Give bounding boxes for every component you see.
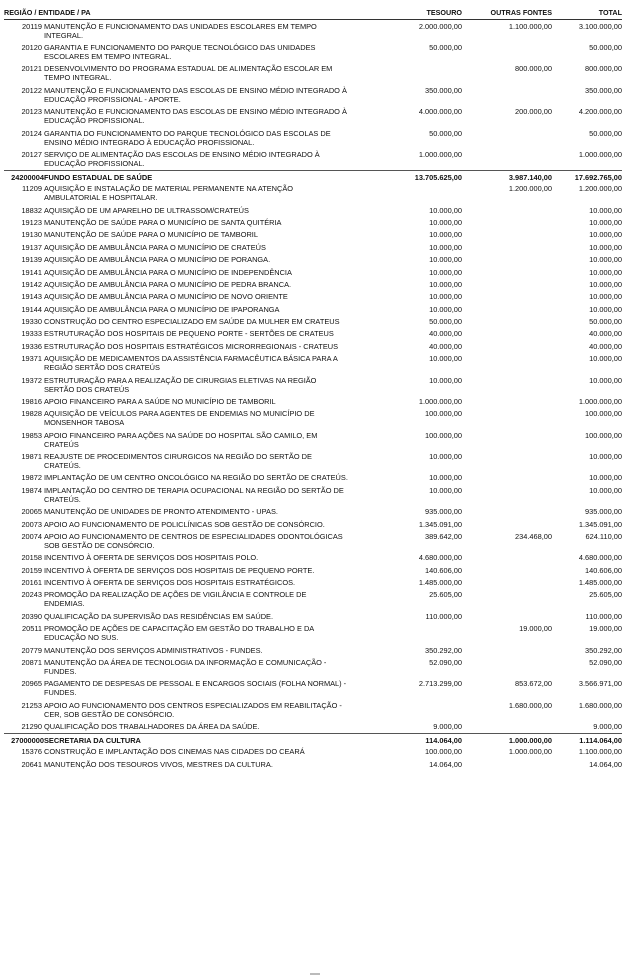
row-description: MANUTENÇÃO E FUNCIONAMENTO DAS ESCOLAS DE ENSINO MÉDIO INTEGRADO À EDUCAÇÃO PROFISSIONAL - APORTE.: [44, 85, 347, 104]
table-row: [4, 656, 622, 677]
table-row: [4, 229, 622, 241]
row-code: 24200004: [4, 170, 44, 183]
row-tesouro-value: 2.000.000,00: [418, 21, 462, 31]
row-outras-fontes-value: [462, 564, 552, 576]
row-code: 20779: [21, 645, 42, 655]
table-row: [4, 610, 622, 622]
column-header-region: REGIÃO / ENTIDADE / PA: [4, 8, 352, 20]
row-description: IMPLANTAÇÃO DO CENTRO DE TERAPIA OCUPACIONAL NA REGIÃO DO SERTÃO DE CRATEÚS.: [44, 485, 344, 504]
row-outras-fontes-value: [462, 644, 552, 656]
row-description: MANUTENÇÃO E FUNCIONAMENTO DAS ESCOLAS DE ENSINO MÉDIO INTEGRADO À EDUCAÇÃO PROFISSIONAL.: [44, 107, 347, 126]
table-header-row: [4, 8, 622, 20]
row-total-value: 350.292,00: [585, 645, 622, 655]
row-outras-fontes-value: [462, 429, 552, 450]
row-tesouro-value: 10.000,00: [429, 292, 462, 302]
row-description: APOIO FINANCEIRO PARA AÇÕES NA SAÚDE DO HOSPITAL SÃO CAMILO, EM CRATEÚS: [44, 430, 318, 449]
row-code: 21253: [21, 700, 42, 710]
row-outras-fontes-value: [462, 576, 552, 588]
row-total-value: 800.000,00: [585, 64, 622, 74]
row-total-value: 25.605,00: [589, 590, 622, 600]
row-tesouro-value: 1.345.091,00: [418, 519, 462, 529]
row-description: ESTRUTURAÇÃO DOS HOSPITAIS DE PEQUENO PORTE - SERTÕES DE CRATEUS: [44, 329, 334, 339]
row-tesouro-value: 114.064,00: [352, 733, 462, 746]
table-row: [4, 127, 622, 148]
row-outras-fontes-value: [462, 315, 552, 327]
table-row: [4, 623, 622, 644]
row-code: 19371: [21, 354, 42, 364]
row-outras-fontes-value: [462, 395, 552, 407]
row-tesouro-value: 1.000.000,00: [418, 396, 462, 406]
row-total-value: 1.114.064,00: [552, 733, 622, 746]
row-total-value: 10.000,00: [589, 279, 622, 289]
row-outras-fontes-value: 200.000,00: [515, 107, 552, 117]
row-total-value: 9.000,00: [593, 722, 622, 732]
row-tesouro-value: 110.000,00: [425, 611, 462, 621]
row-description: AQUISIÇÃO DE VEÍCULOS PARA AGENTES DE ENDEMIAS NO MUNICÍPIO DE MONSENHOR TABOSA: [44, 409, 315, 428]
row-outras-fontes-value: 1.000.000,00: [462, 733, 552, 746]
row-code: 21290: [21, 722, 42, 732]
row-outras-fontes-value: [462, 291, 552, 303]
row-description: MANUTENÇÃO DOS SERVIÇOS ADMINISTRATIVOS - FUNDES.: [44, 645, 263, 655]
table-row: [4, 303, 622, 315]
row-tesouro-value: 1.000.000,00: [418, 149, 462, 159]
row-code: 11209: [21, 184, 42, 194]
column-header-outras-fontes: OUTRAS FONTES: [462, 8, 552, 20]
table-row: [4, 278, 622, 290]
row-tesouro-value: 935.000,00: [425, 507, 462, 517]
row-total-value: 10.000,00: [589, 354, 622, 364]
table-row: [4, 340, 622, 352]
row-code: 19872: [21, 473, 42, 483]
row-total-value: 10.000,00: [589, 255, 622, 265]
row-description: SECRETARIA DA CULTURA: [44, 733, 352, 746]
table-row: [4, 720, 622, 733]
row-outras-fontes-value: [462, 610, 552, 622]
row-tesouro-value: 10.000,00: [429, 242, 462, 252]
column-header-total: TOTAL: [552, 8, 622, 20]
row-outras-fontes-value: [462, 340, 552, 352]
row-tesouro-value: 100.000,00: [425, 747, 462, 757]
table-row: [4, 84, 622, 105]
table-row: [4, 576, 622, 588]
table-row: [4, 266, 622, 278]
row-tesouro-value: 10.000,00: [429, 218, 462, 228]
table-row: [4, 148, 622, 170]
row-total-value: 19.000,00: [589, 624, 622, 634]
row-total-value: 10.000,00: [589, 230, 622, 240]
table-row: [4, 291, 622, 303]
row-total-value: 1.100.000,00: [578, 747, 622, 757]
row-code: 19330: [21, 317, 42, 327]
row-code: 19874: [21, 485, 42, 495]
row-description: AQUISIÇÃO DE AMBULÂNCIA PARA O MUNICÍPIO DE PORANGA.: [44, 255, 271, 265]
row-description: MANUTENÇÃO DE SAÚDE PARA O MUNICÍPIO DE TAMBORIL: [44, 230, 258, 240]
row-total-value: 100.000,00: [585, 430, 622, 440]
table-row: [4, 254, 622, 266]
row-tesouro-value: 1.485.000,00: [418, 578, 462, 588]
row-description: APOIO AO FUNCIONAMENTO DOS CENTROS ESPECIALIZADOS EM REABILITAÇÃO - CER, SOB GESTÃO DE CONSÓRCIO.: [44, 700, 342, 719]
row-tesouro-value: 4.000.000,00: [418, 107, 462, 117]
row-description: AQUISIÇÃO DE MEDICAMENTOS DA ASSISTÊNCIA FARMACÊUTICA BÁSICA PARA A REGIÃO SERTÃO DOS CRATEÚS: [44, 354, 338, 373]
row-total-value: 4.200.000,00: [578, 107, 622, 117]
table-row: [4, 530, 622, 551]
table-row: [4, 315, 622, 327]
row-outras-fontes-value: [462, 758, 552, 770]
row-outras-fontes-value: [462, 266, 552, 278]
table-row: [4, 644, 622, 656]
row-tesouro-value: 40.000,00: [429, 329, 462, 339]
row-code: 19336: [21, 341, 42, 351]
row-outras-fontes-value: [462, 241, 552, 253]
row-outras-fontes-value: [462, 254, 552, 266]
row-total-value: 624.110,00: [585, 531, 622, 541]
row-code: 20158: [21, 553, 42, 563]
row-description: GARANTIA E FUNCIONAMENTO DO PARQUE TECNOLÓGICO DAS UNIDADES ESCOLARES EM TEMPO INTEGRAL.: [44, 43, 316, 62]
table-row: [4, 106, 622, 127]
table-row: [4, 552, 622, 564]
table-row: [4, 589, 622, 610]
row-code: 20074: [21, 531, 42, 541]
row-outras-fontes-value: [462, 229, 552, 241]
row-outras-fontes-value: 3.987.140,00: [462, 170, 552, 183]
row-description: AQUISIÇÃO DE AMBULÂNCIA PARA O MUNICÍPIO DE NOVO ORIENTE: [44, 292, 288, 302]
row-tesouro-value: 50.000,00: [429, 43, 462, 53]
row-total-value: 10.000,00: [589, 304, 622, 314]
row-code: 19123: [21, 218, 42, 228]
row-total-value: 140.606,00: [585, 565, 622, 575]
row-total-value: 110.000,00: [585, 611, 622, 621]
row-total-value: 10.000,00: [589, 292, 622, 302]
table-row: [4, 20, 622, 42]
table-body: [4, 20, 622, 771]
row-total-value: 10.000,00: [589, 242, 622, 252]
table-row: [4, 564, 622, 576]
row-code: 19853: [21, 430, 42, 440]
row-tesouro-value: 10.000,00: [429, 255, 462, 265]
row-code: 19333: [21, 329, 42, 339]
entity-row: [4, 733, 622, 746]
row-code: 19828: [21, 409, 42, 419]
budget-table: [4, 8, 622, 771]
row-outras-fontes-value: [462, 656, 552, 677]
row-description: SERVIÇO DE ALIMENTAÇÃO DAS ESCOLAS DE ENSINO MÉDIO INTEGRADO À EDUCAÇÃO PROFISSIONAL.: [44, 149, 320, 168]
row-tesouro-value: 350.292,00: [425, 645, 462, 655]
table-row: [4, 374, 622, 395]
row-total-value: 10.000,00: [589, 205, 622, 215]
table-row: [4, 518, 622, 530]
row-code: 20073: [21, 519, 42, 529]
row-outras-fontes-value: 1.100.000,00: [508, 21, 552, 31]
row-description: AQUISIÇÃO DE UM APARELHO DE ULTRASSOM/CRATEÚS: [44, 205, 249, 215]
row-outras-fontes-value: [462, 328, 552, 340]
row-tesouro-value: 14.064,00: [429, 759, 462, 769]
row-description: QUALIFICAÇÃO DA SUPERVISÃO DAS RESIDÊNCIAS EM SAÚDE.: [44, 611, 274, 621]
row-description: MANUTENÇÃO DE SAÚDE PARA O MUNICÍPIO DE SANTA QUITÉRIA: [44, 218, 282, 228]
row-outras-fontes-value: [462, 204, 552, 216]
row-code: 19142: [21, 279, 42, 289]
table-row: [4, 758, 622, 770]
row-tesouro-value: 10.000,00: [429, 304, 462, 314]
row-description: MANUTENÇÃO DOS TESOUROS VIVOS, MESTRES DA CULTURA.: [44, 759, 273, 769]
table-row: [4, 408, 622, 429]
row-tesouro-value: [352, 63, 462, 84]
row-outras-fontes-value: [462, 720, 552, 733]
table-row: [4, 183, 622, 204]
row-outras-fontes-value: 1.000.000,00: [508, 747, 552, 757]
row-total-value: 1.000.000,00: [578, 149, 622, 159]
row-code: 20965: [21, 679, 42, 689]
row-tesouro-value: 40.000,00: [429, 341, 462, 351]
row-description: INCENTIVO À OFERTA DE SERVIÇOS DOS HOSPITAIS DE PEQUENO PORTE.: [44, 565, 315, 575]
row-code: 20065: [21, 507, 42, 517]
row-code: 20641: [21, 759, 42, 769]
row-description: INCENTIVO À OFERTA DE SERVIÇOS DOS HOSPITAIS ESTRATÉGICOS.: [44, 578, 296, 588]
table-row: [4, 395, 622, 407]
row-tesouro-value: [352, 699, 462, 720]
row-code: 15376: [21, 747, 42, 757]
row-total-value: 40.000,00: [589, 329, 622, 339]
row-code: 20159: [21, 565, 42, 575]
row-tesouro-value: 10.000,00: [429, 354, 462, 364]
row-description: AQUISIÇÃO DE AMBULÂNCIA PARA O MUNICÍPIO DE INDEPENDÊNCIA: [44, 267, 292, 277]
row-code: 20390: [21, 611, 42, 621]
row-total-value: 350.000,00: [585, 85, 622, 95]
row-tesouro-value: 10.000,00: [429, 452, 462, 462]
row-tesouro-value: 10.000,00: [429, 230, 462, 240]
row-code: 19141: [21, 267, 42, 277]
row-description: CONSTRUÇÃO DO CENTRO ESPECIALIZADO EM SAÚDE DA MULHER EM CRATEUS: [44, 317, 340, 327]
table-row: [4, 429, 622, 450]
row-outras-fontes-value: [462, 408, 552, 429]
row-tesouro-value: 10.000,00: [429, 279, 462, 289]
row-description: MANUTENÇÃO DA ÁREA DE TECNOLOGIA DA INFORMAÇÃO E COMUNICAÇÃO - FUNDES.: [44, 657, 327, 676]
row-tesouro-value: 389.642,00: [425, 531, 462, 541]
row-code: 18832: [21, 205, 42, 215]
row-outras-fontes-value: [462, 552, 552, 564]
row-tesouro-value: 100.000,00: [425, 430, 462, 440]
row-code: 20119: [21, 21, 42, 31]
row-total-value: 52.090,00: [589, 657, 622, 667]
row-description: MANUTENÇÃO DE UNIDADES DE PRONTO ATENDIMENTO - UPAS.: [44, 507, 278, 517]
row-tesouro-value: 140.606,00: [425, 565, 462, 575]
row-outras-fontes-value: 800.000,00: [515, 64, 552, 74]
table-row: [4, 328, 622, 340]
row-code: 20122: [21, 85, 42, 95]
row-total-value: 935.000,00: [585, 507, 622, 517]
row-total-value: 1.680.000,00: [578, 700, 622, 710]
row-outras-fontes-value: [462, 278, 552, 290]
row-code: 19144: [21, 304, 42, 314]
row-total-value: 10.000,00: [589, 267, 622, 277]
row-code: 27000000: [4, 733, 44, 746]
row-outras-fontes-value: 853.672,00: [515, 679, 552, 689]
row-outras-fontes-value: [462, 472, 552, 484]
row-tesouro-value: 50.000,00: [429, 317, 462, 327]
row-total-value: 1.000.000,00: [578, 396, 622, 406]
table-row: [4, 506, 622, 518]
row-description: AQUISIÇÃO DE AMBULÂNCIA PARA O MUNICÍPIO DE PEDRA BRANCA.: [44, 279, 292, 289]
row-total-value: 4.680.000,00: [578, 553, 622, 563]
row-code: 20120: [21, 43, 42, 53]
table-row: [4, 472, 622, 484]
row-tesouro-value: 13.705.625,00: [352, 170, 462, 183]
row-outras-fontes-value: [462, 353, 552, 374]
table-row: [4, 746, 622, 758]
row-outras-fontes-value: [462, 518, 552, 530]
row-tesouro-value: 350.000,00: [425, 85, 462, 95]
row-description: APOIO FINANCEIRO PARA A SAÚDE NO MUNICÍPIO DE TAMBORIL: [44, 396, 276, 406]
row-outras-fontes-value: 19.000,00: [519, 624, 552, 634]
row-description: QUALIFICAÇÃO DOS TRABALHADORES DA ÁREA DA SAÚDE.: [44, 722, 260, 732]
row-total-value: 1.485.000,00: [578, 578, 622, 588]
row-outras-fontes-value: [462, 127, 552, 148]
row-description: AQUISIÇÃO DE AMBULÂNCIA PARA O MUNICÍPIO DE CRATEÚS: [44, 242, 266, 252]
column-header-tesouro: TESOURO: [352, 8, 462, 20]
row-total-value: 10.000,00: [589, 218, 622, 228]
row-outras-fontes-value: [462, 303, 552, 315]
row-tesouro-value: 52.090,00: [429, 657, 462, 667]
row-outras-fontes-value: [462, 506, 552, 518]
row-description: CONSTRUÇÃO E IMPLANTAÇÃO DOS CINEMAS NAS CIDADES DO CEARÁ: [44, 747, 305, 757]
entity-row: [4, 170, 622, 183]
row-outras-fontes-value: 1.200.000,00: [508, 184, 552, 194]
row-outras-fontes-value: [462, 374, 552, 395]
row-code: 20243: [21, 590, 42, 600]
row-description: ESTRUTURAÇÃO DOS HOSPITAIS ESTRATÉGICOS MICRORREGIONAIS - CRATEUS: [44, 341, 339, 351]
row-description: INCENTIVO À OFERTA DE SERVIÇOS DOS HOSPITAIS POLO.: [44, 553, 259, 563]
row-description: AQUISIÇÃO E INSTALAÇÃO DE MATERIAL PERMANENTE NA ATENÇÃO AMBULATORIAL E HOSPITALAR.: [44, 184, 294, 203]
row-total-value: 10.000,00: [589, 375, 622, 385]
row-total-value: 14.064,00: [589, 759, 622, 769]
row-outras-fontes-value: [462, 484, 552, 505]
row-code: 20127: [21, 149, 42, 159]
table-row: [4, 63, 622, 84]
budget-table-page: [4, 8, 622, 771]
row-tesouro-value: 10.000,00: [429, 205, 462, 215]
row-total-value: 17.692.765,00: [552, 170, 622, 183]
row-outras-fontes-value: [462, 148, 552, 170]
row-total-value: 10.000,00: [589, 485, 622, 495]
row-outras-fontes-value: [462, 589, 552, 610]
row-code: 20123: [21, 107, 42, 117]
row-code: 19137: [21, 242, 42, 252]
row-code: 19816: [21, 396, 42, 406]
row-tesouro-value: 50.000,00: [429, 128, 462, 138]
row-total-value: 50.000,00: [589, 128, 622, 138]
row-outras-fontes-value: 1.680.000,00: [508, 700, 552, 710]
row-tesouro-value: [352, 623, 462, 644]
table-row: [4, 41, 622, 62]
row-tesouro-value: 4.680.000,00: [418, 553, 462, 563]
row-code: 19372: [21, 375, 42, 385]
row-total-value: 100.000,00: [585, 409, 622, 419]
row-description: APOIO AO FUNCIONAMENTO DE CENTROS DE ESPECIALIDADES ODONTOLÓGICAS SOB GESTÃO DE CONSÓRCIO.: [44, 531, 343, 550]
row-outras-fontes-value: [462, 41, 552, 62]
row-tesouro-value: 100.000,00: [425, 409, 462, 419]
row-description: REAJUSTE DE PROCEDIMENTOS CIRURGICOS NA REGIÃO DO SERTÃO DE CRATEÚS.: [44, 452, 312, 471]
table-row: [4, 216, 622, 228]
row-description: FUNDO ESTADUAL DE SAÚDE: [44, 170, 352, 183]
row-code: 20161: [21, 578, 42, 588]
row-tesouro-value: [352, 183, 462, 204]
row-total-value: 3.100.000,00: [578, 21, 622, 31]
row-description: AQUISIÇÃO DE AMBULÂNCIA PARA O MUNICÍPIO DE IPAPORANGA: [44, 304, 280, 314]
row-description: DESENVOLVIMENTO DO PROGRAMA ESTADUAL DE ALIMENTAÇÃO ESCOLAR EM TEMPO INTEGRAL.: [44, 64, 333, 83]
row-description: PROMOÇÃO DA REALIZAÇÃO DE AÇÕES DE VIGILÂNCIA E CONTROLE DE ENDEMIAS.: [44, 590, 307, 609]
row-code: 19139: [21, 255, 42, 265]
row-total-value: 50.000,00: [589, 317, 622, 327]
row-description: IMPLANTAÇÃO DE UM CENTRO ONCOLÓGICO NA REGIÃO DO SERTÃO DE CRATEÚS.: [44, 473, 348, 483]
row-code: 19871: [21, 452, 42, 462]
table-row: [4, 678, 622, 699]
row-code: 20124: [21, 128, 42, 138]
table-row: [4, 353, 622, 374]
page-footer-mark: [310, 973, 320, 975]
row-description: PAGAMENTO DE DESPESAS DE PESSOAL E ENCARGOS SOCIAIS (FOLHA NORMAL) - FUNDES.: [44, 679, 347, 698]
row-tesouro-value: 25.605,00: [429, 590, 462, 600]
row-outras-fontes-value: [462, 216, 552, 228]
row-total-value: 10.000,00: [589, 452, 622, 462]
row-total-value: 50.000,00: [589, 43, 622, 53]
row-code: 20871: [21, 657, 42, 667]
row-description: GARANTIA DO FUNCIONAMENTO DO PARQUE TECNOLÓGICO DAS ESCOLAS DE ENSINO MÉDIO INTEGRADO À EDUCAÇÃO PROFISSIONAL.: [44, 128, 331, 147]
table-row: [4, 241, 622, 253]
row-total-value: 3.566.971,00: [578, 679, 622, 689]
row-code: 20511: [21, 624, 42, 634]
row-code: 20121: [21, 64, 42, 74]
table-row: [4, 699, 622, 720]
row-total-value: 1.345.091,00: [578, 519, 622, 529]
table-row: [4, 204, 622, 216]
row-tesouro-value: 10.000,00: [429, 267, 462, 277]
row-description: ESTRUTURAÇÃO PARA A REALIZAÇÃO DE CIRURGIAS ELETIVAS NA REGIÃO SERTÃO DOS CRATEÚS: [44, 375, 317, 394]
row-tesouro-value: 9.000,00: [433, 722, 462, 732]
row-outras-fontes-value: [462, 84, 552, 105]
row-total-value: 10.000,00: [589, 473, 622, 483]
row-description: MANUTENÇÃO E FUNCIONAMENTO DAS UNIDADES ESCOLARES EM TEMPO INTEGRAL.: [44, 21, 317, 40]
row-tesouro-value: 10.000,00: [429, 375, 462, 385]
row-code: 19130: [21, 230, 42, 240]
row-outras-fontes-value: [462, 450, 552, 471]
row-outras-fontes-value: 234.468,00: [515, 531, 552, 541]
row-tesouro-value: 10.000,00: [429, 473, 462, 483]
table-row: [4, 450, 622, 471]
row-total-value: 1.200.000,00: [578, 184, 622, 194]
table-row: [4, 484, 622, 505]
row-tesouro-value: 10.000,00: [429, 485, 462, 495]
row-description: PROMOÇÃO DE AÇÕES DE CAPACITAÇÃO EM GESTÃO DO TRABALHO E DA EDUCAÇÃO NO SUS.: [44, 624, 314, 643]
row-total-value: 40.000,00: [589, 341, 622, 351]
row-tesouro-value: 2.713.299,00: [418, 679, 462, 689]
row-code: 19143: [21, 292, 42, 302]
row-description: APOIO AO FUNCIONAMENTO DE POLICLÍNICAS SOB GESTÃO DE CONSÓRCIO.: [44, 519, 325, 529]
